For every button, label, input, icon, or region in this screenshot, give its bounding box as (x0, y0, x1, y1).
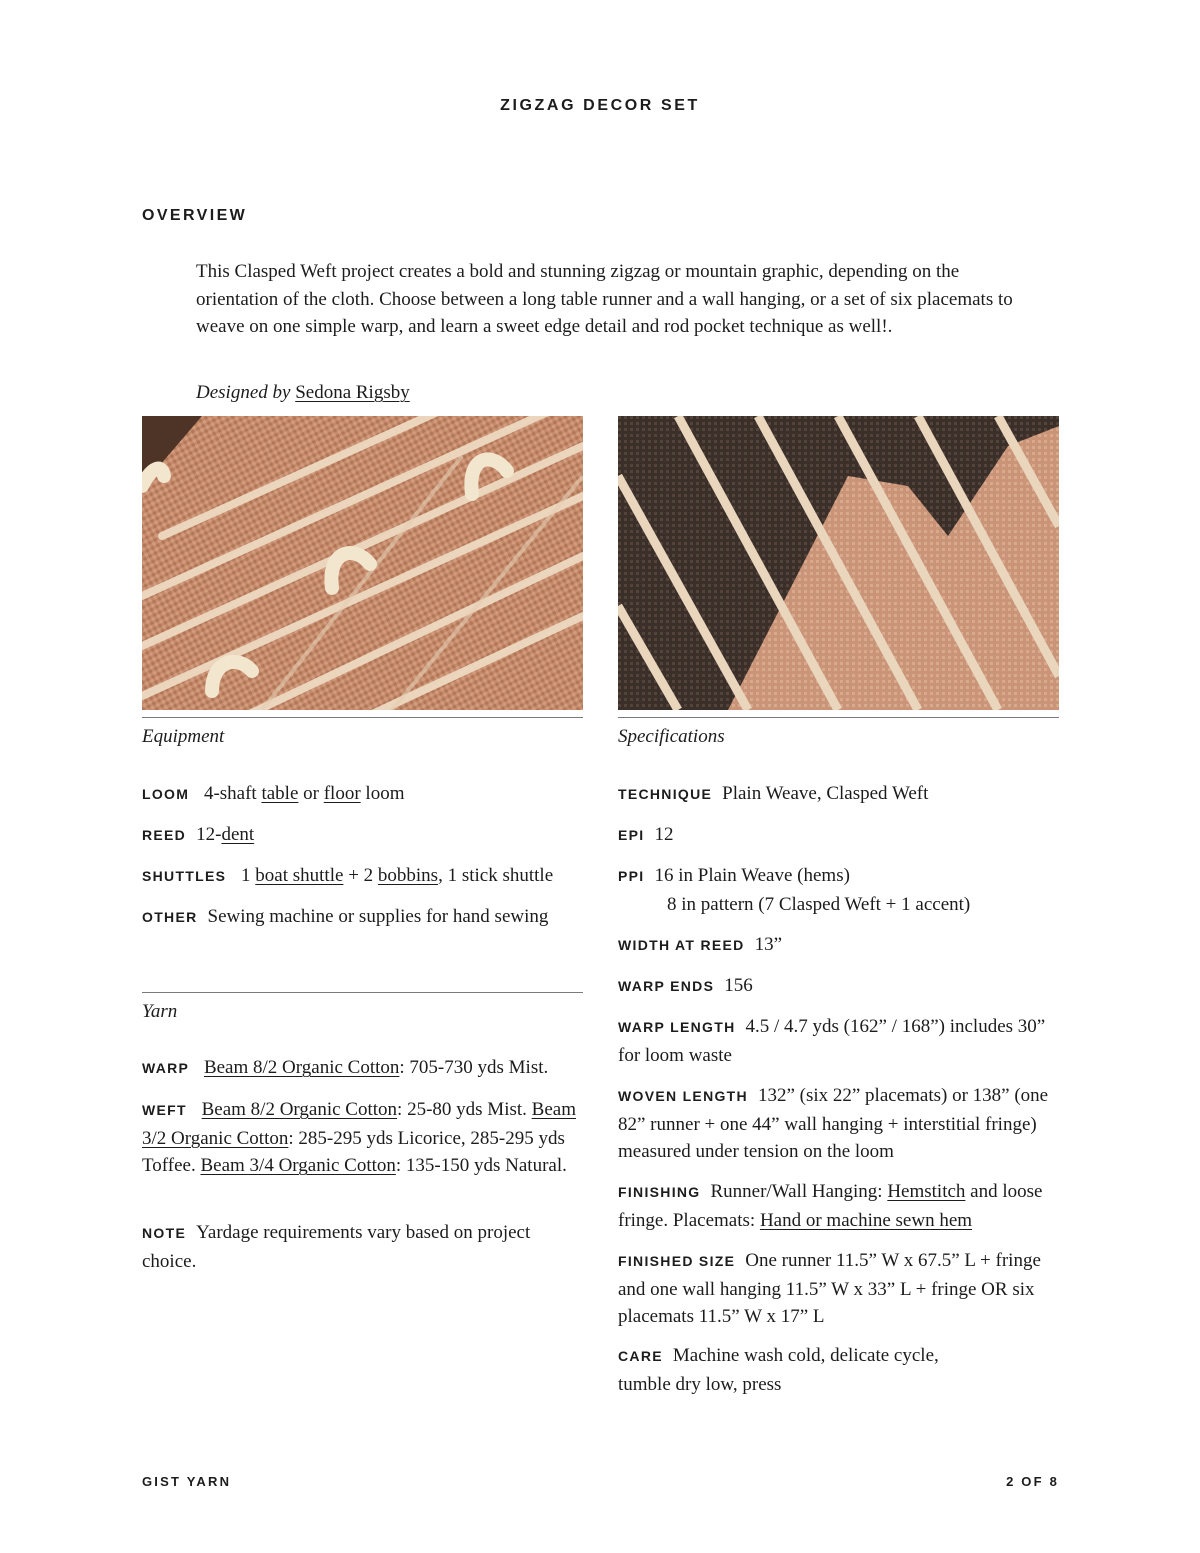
woven-length-value: 132” (six 22” placemats) or 138” (one 82” runner + one 44” wall hanging + interstitial fringe) measured under tension on the loom (618, 1085, 1049, 1162)
designer-link[interactable]: Sedona Rigsby (295, 382, 410, 403)
note-value: Yardage requirements vary based on project choice. (142, 1222, 531, 1272)
weft-amount-1: : 25-80 yds Mist. (397, 1099, 527, 1120)
finished-size-label: FINISHED SIZE (618, 1253, 736, 1269)
page-title: ZIGZAG DECOR SET (500, 97, 700, 114)
page-number: 2 OF 8 (1006, 1474, 1059, 1489)
other-value: Sewing machine or supplies for hand sewing (207, 906, 549, 927)
care-label: CARE (618, 1348, 663, 1364)
other-label: OTHER (142, 909, 198, 925)
width-at-reed-entry (618, 931, 1068, 960)
care-entry (618, 1342, 1063, 1398)
note-label: NOTE (142, 1225, 187, 1241)
yarn-divider (142, 992, 583, 993)
finishing-label: FINISHING (618, 1184, 701, 1200)
overview-paragraph: This Clasped Weft project creates a bold and stunning zigzag or mountain graphic, depending on the orientation of the cloth. Choose between a long table runner and a wall hanging, or a set of six placemats to weave on one simple warp, and learn a sweet edge detail and rod pocket technique as well!. (196, 261, 1013, 337)
bobbins-link[interactable]: bobbins (377, 865, 439, 886)
technique-entry (618, 780, 1068, 809)
ppi-entry (618, 862, 1068, 918)
reed-pre: 12- (196, 824, 222, 845)
ppi-label: PPI (618, 868, 645, 884)
weft-label: WEFT (142, 1102, 187, 1118)
warp-entry (142, 1054, 583, 1083)
finished-size-value: One runner 11.5” W x 67.5” L + fringe and one wall hanging 11.5” W x 33” L + fringe OR six placemats 11.5” W x 17” L (618, 1250, 1041, 1327)
clasped-weft-photo (618, 416, 1059, 710)
weft-amount-2: : 285-295 yds Licorice, 285-295 yds Toffee. (142, 1127, 565, 1176)
epi-value: 12 (654, 824, 674, 845)
warp-label: WARP (142, 1060, 190, 1076)
boat-shuttle-link[interactable]: boat shuttle (255, 865, 344, 886)
woven-runner-photo (142, 416, 583, 710)
loom-pre: 4-shaft (203, 783, 257, 804)
weft-amount-3: : 135-150 yds Natural. (395, 1155, 567, 1176)
warp-yarn-link[interactable]: Beam 8/2 Organic Cotton (203, 1057, 400, 1078)
reed-label: REED (142, 827, 187, 843)
woven-length-entry (618, 1082, 1063, 1166)
ppi-line-1: 16 in Plain Weave (hems) (654, 865, 850, 886)
reed-entry (142, 821, 592, 850)
floor-loom-link[interactable]: floor (323, 783, 361, 804)
warp-amount: : 705-730 yds Mist. (399, 1057, 549, 1078)
warp-length-value: 4.5 / 4.7 yds (162” / 168”) includes 30” for loom waste (618, 1016, 1046, 1066)
hemstitch-link[interactable]: Hemstitch (887, 1181, 966, 1202)
yarn-heading: Yarn (142, 1001, 178, 1022)
designed-by (196, 382, 410, 404)
overview-heading: OVERVIEW (142, 207, 248, 224)
finished-size-entry (618, 1247, 1063, 1331)
warp-length-entry (618, 1013, 1070, 1069)
specifications-heading: Specifications (618, 726, 725, 747)
width-at-reed-value: 13” (754, 934, 782, 955)
equipment-heading: Equipment (142, 726, 225, 747)
care-line-1: Machine wash cold, delicate cycle, (672, 1345, 939, 1366)
weft-yarn-link-1[interactable]: Beam 8/2 Organic Cotton (201, 1099, 398, 1120)
warp-ends-entry (618, 972, 1068, 1001)
finishing-pre: Runner/Wall Hanging: (710, 1181, 883, 1202)
shuttles-post: , 1 stick shuttle (438, 865, 554, 886)
table-loom-link[interactable]: table (261, 783, 299, 804)
technique-label: TECHNIQUE (618, 786, 713, 802)
loom-mid: or (303, 783, 319, 804)
ppi-line-2: 8 in pattern (7 Clasped Weft + 1 accent) (667, 893, 971, 915)
footer-brand: GIST YARN (142, 1474, 232, 1489)
epi-entry (618, 821, 1068, 850)
warp-length-label: WARP LENGTH (618, 1019, 736, 1035)
other-entry (142, 903, 592, 932)
finishing-entry (618, 1178, 1063, 1234)
warp-ends-label: WARP ENDS (618, 978, 715, 994)
loom-label: LOOM (142, 786, 190, 802)
designed-by-label: Designed by (196, 382, 291, 403)
warp-ends-value: 156 (724, 975, 753, 996)
loom-entry (142, 780, 592, 809)
epi-label: EPI (618, 827, 645, 843)
dent-link[interactable]: dent (221, 824, 255, 845)
specifications-divider (618, 717, 1059, 718)
finishing-mid: and loose fringe. Placemats: (618, 1181, 1043, 1231)
loom-post: loom (365, 783, 405, 804)
weft-yarn-link-3[interactable]: Beam 3/4 Organic Cotton (200, 1155, 396, 1176)
care-line-2: tumble dry low, press (618, 1373, 782, 1395)
width-at-reed-label: WIDTH AT REED (618, 937, 745, 953)
shuttles-pre: 1 (241, 865, 251, 886)
shuttles-entry (142, 862, 592, 891)
weft-yarn-link-2[interactable]: Beam 3/2 Organic Cotton (142, 1099, 576, 1149)
shuttles-mid: + 2 (348, 865, 374, 886)
equipment-divider (142, 717, 583, 718)
woven-length-label: WOVEN LENGTH (618, 1088, 748, 1104)
technique-value: Plain Weave, Clasped Weft (722, 783, 929, 804)
note-entry (142, 1219, 583, 1275)
sewn-hem-link[interactable]: Hand or machine sewn hem (759, 1209, 973, 1231)
weft-entry (142, 1096, 583, 1180)
shuttles-label: SHUTTLES (142, 868, 227, 884)
